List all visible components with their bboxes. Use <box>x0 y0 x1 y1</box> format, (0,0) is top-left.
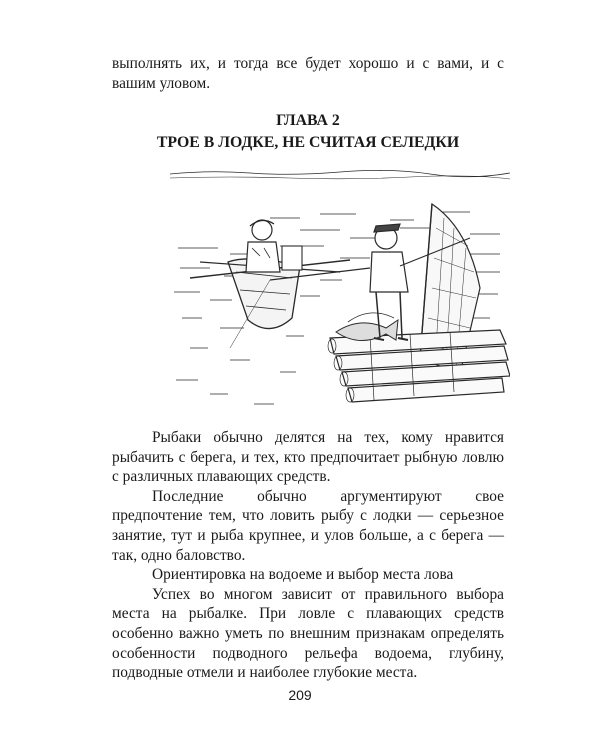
chapter-title: ТРОЕ В ЛОДКЕ, НЕ СЧИТАЯ СЕЛЕДКИ <box>156 134 460 151</box>
chapter-heading <box>112 110 504 154</box>
page-number: 209 <box>288 687 312 703</box>
text-line: особенно важно уметь по внешним признакам определять <box>112 624 504 642</box>
text-line: занятие, тут и рыба крупнее, и улов больше, а с берега — <box>112 526 504 544</box>
text-line: так, одно баловство. <box>112 546 246 564</box>
text-line: Успех во многом зависит от правильного выбора <box>152 585 504 603</box>
fishing-raft-boat-illustration <box>170 168 510 420</box>
text-line: предпочтение тем, что ловить рыбу с лодки — серьезное <box>112 507 504 525</box>
chapter-number: ГЛАВА 2 <box>276 112 340 129</box>
text-line: места на рыбалке. При ловле с плавающих средств <box>112 605 504 623</box>
subheading: Ориентировка на водоеме и выбор места лова <box>152 566 454 584</box>
text-line: Рыбаки обычно делятся на тех, кому нравится <box>152 429 504 446</box>
text-line: подводные отмели и наиболее глубокие места. <box>112 664 418 682</box>
text-line: особенности подводного рельефа водоема, глубину, <box>112 644 504 662</box>
text-line: выполнять их, и тогда все будет хорошо и с вами, и с <box>112 55 504 72</box>
text-line: рыбачить с берега, и тех, кто предпочитает рыбную ловлю <box>112 448 504 466</box>
body-text <box>112 428 504 683</box>
top-paragraph <box>112 54 504 93</box>
text-line: Последние обычно аргументируют свое <box>152 487 504 505</box>
text-line: вашим уловом. <box>112 74 211 92</box>
text-line: с различных плавающих средств. <box>112 468 331 486</box>
